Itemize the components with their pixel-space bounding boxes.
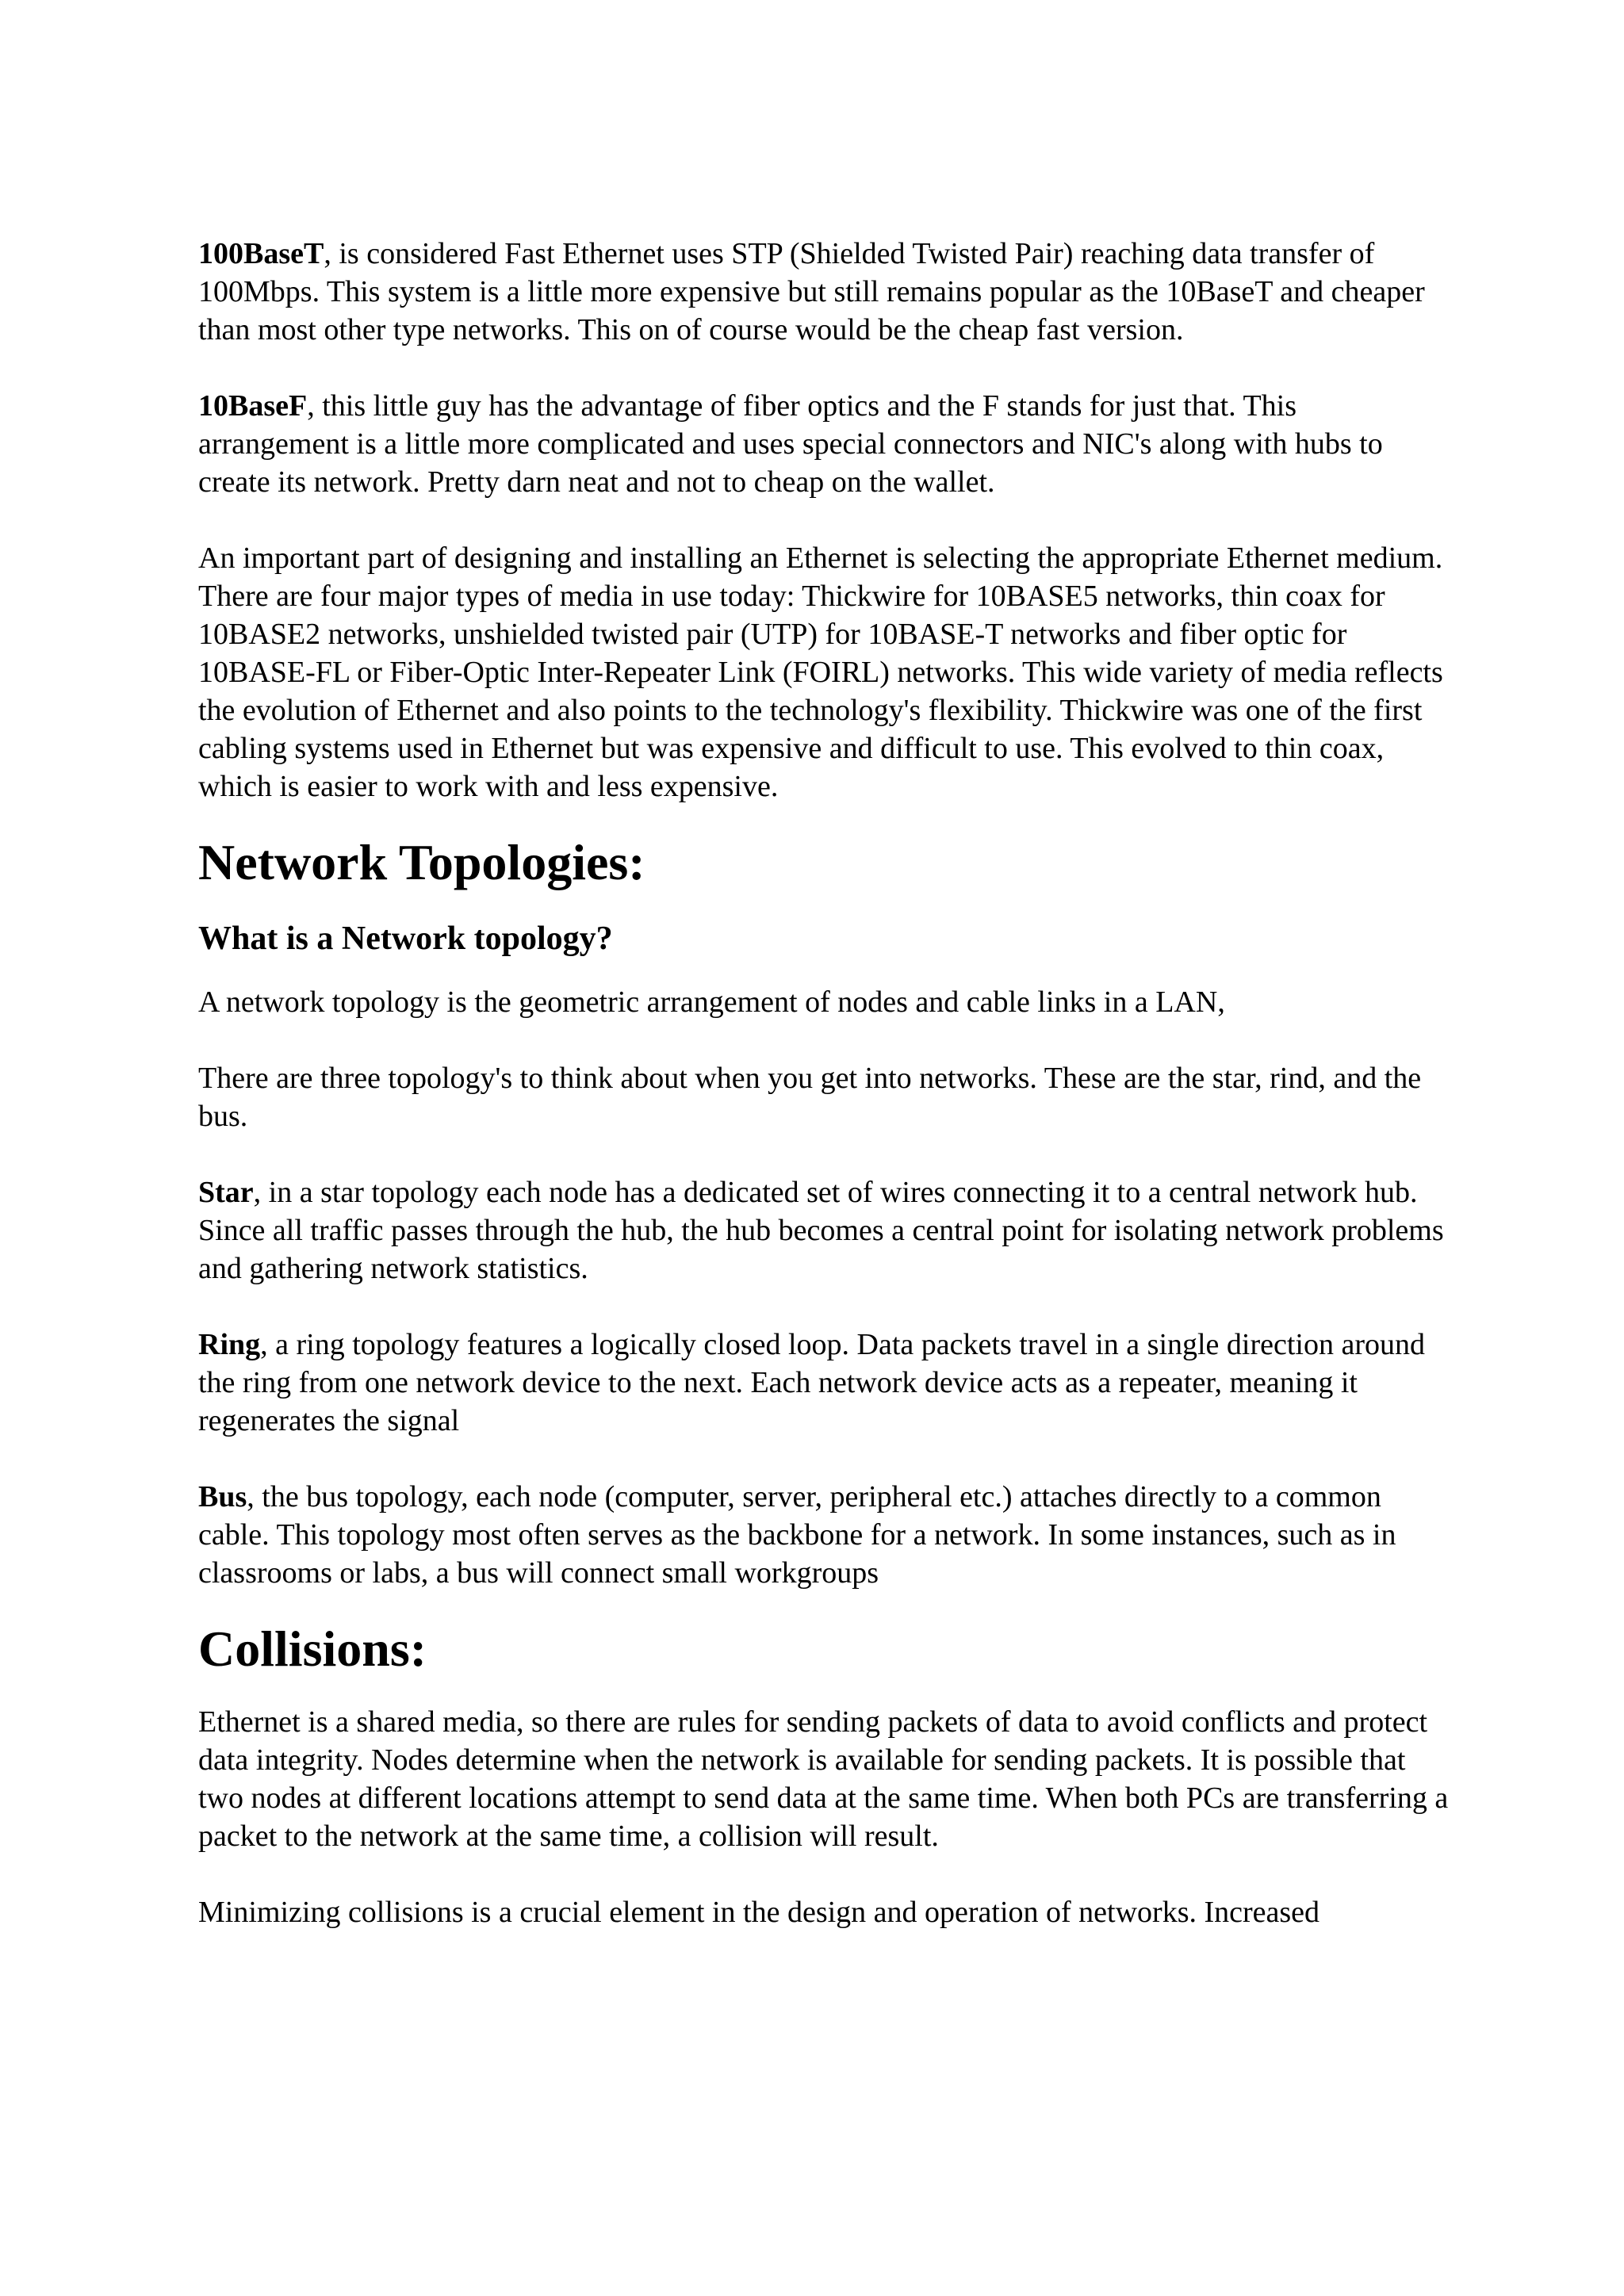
paragraph-topology-definition: A network topology is the geometric arrangement of nodes and cable links in a LAN, bbox=[198, 985, 1225, 1019]
paragraph-star bbox=[198, 1173, 1451, 1288]
document-page bbox=[198, 235, 1451, 1931]
paragraph-text: , a ring topology features a logically closed loop. Data packets travel in a single direction around the ring from one network device to the next. Each network device acts as a repeater, meaning it regenerates the signal bbox=[198, 1328, 1426, 1437]
term-star: Star bbox=[198, 1176, 254, 1209]
paragraph-ring bbox=[198, 1326, 1451, 1440]
heading-collisions: Collisions: bbox=[198, 1621, 427, 1677]
paragraph-three-topologies: There are three topology's to think about when you get into networks. These are the star, rind, and the bus. bbox=[198, 1062, 1422, 1133]
paragraph-100baset bbox=[198, 235, 1451, 349]
paragraph-ethernet-medium: An important part of designing and installing an Ethernet is selecting the appropriate Ethernet medium. There are four major types of media in use today: Thickwire for 10BASE5 networks, thin coax for 10BASE2 networks, unshielded twisted pair (UTP) for 10BASE-T networks and fiber optic for 10BASE-FL or Fiber-Optic Inter-Repeater Link (FOIRL) networks. This wide variety of media reflects the evolution of Ethernet and also points to the technology's flexibility. Thickwire was one of the first cabling systems used in Ethernet but was expensive and difficult to use. This evolved to thin coax, which is easier to work with and less expensive. bbox=[198, 541, 1443, 803]
paragraph-text: , is considered Fast Ethernet uses STP (Shielded Twisted Pair) reaching data transfer of 100Mbps. This system is a little more expensive but still remains popular as the 10BaseT and cheaper than most other type networks. This on of course would be the cheap fast version. bbox=[198, 237, 1425, 346]
term-ring: Ring bbox=[198, 1328, 261, 1361]
paragraph-10basef bbox=[198, 387, 1451, 501]
heading-network-topologies: Network Topologies: bbox=[198, 834, 645, 890]
term-10basef: 10BaseF bbox=[198, 389, 308, 423]
paragraph-shared-media: Ethernet is a shared media, so there are rules for sending packets of data to avoid conflicts and protect data integrity. Nodes determine when the network is available for sending packets. It is possible that two nodes at different locations attempt to send data at the same time. When both PCs are transferring a packet to the network at the same time, a collision will result. bbox=[198, 1705, 1449, 1853]
term-100baset: 100BaseT bbox=[198, 237, 324, 270]
paragraph-text: , in a star topology each node has a dedicated set of wires connecting it to a central network hub. Since all traffic passes through the hub, the hub becomes a central point for isolating network problems and gathering network statistics. bbox=[198, 1176, 1444, 1285]
paragraph-text: , the bus topology, each node (computer, server, peripheral etc.) attaches directly to a common cable. This topology most often serves as the backbone for a network. In some instances, such as in classrooms or labs, a bus will connect small workgroups bbox=[198, 1480, 1396, 1590]
paragraph-bus bbox=[198, 1478, 1451, 1592]
paragraph-text: , this little guy has the advantage of fiber optics and the F stands for just that. This arrangement is a little more complicated and uses special connectors and NIC's along with hubs to create its network. Pretty darn neat and not to cheap on the wallet. bbox=[198, 389, 1383, 499]
paragraph-minimizing-collisions: Minimizing collisions is a crucial element in the design and operation of networks. Increased bbox=[198, 1896, 1320, 1929]
term-bus: Bus bbox=[198, 1480, 247, 1513]
heading-what-is-topology: What is a Network topology? bbox=[198, 920, 613, 957]
